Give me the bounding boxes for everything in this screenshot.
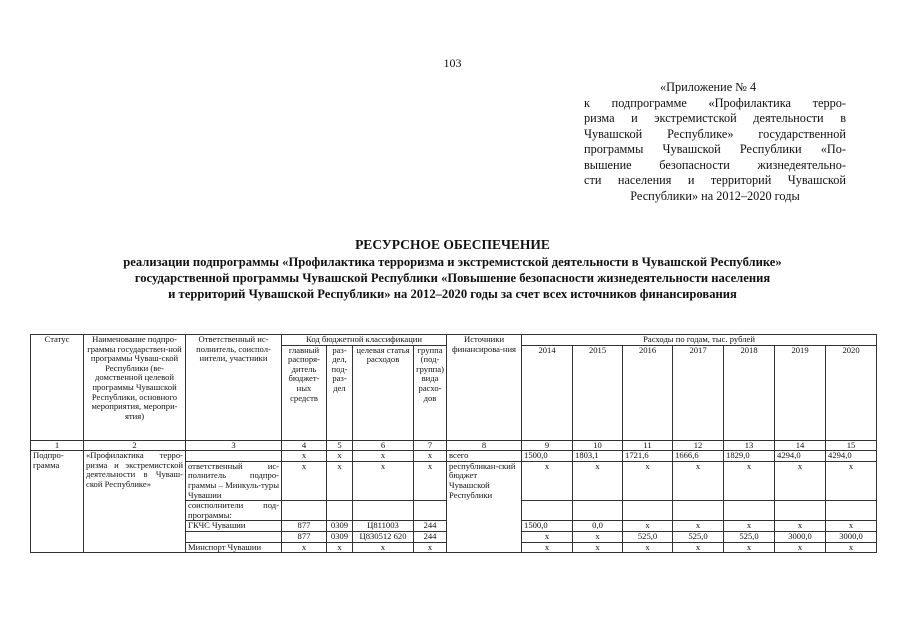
row-value: x: [522, 531, 573, 542]
document-title: [40, 237, 865, 302]
column-number: 6: [353, 440, 414, 451]
title-line: реализации подпрограммы «Профилактика терроризма и экстремистской деятельности в Чувашской Республике»: [123, 255, 782, 269]
row-group: x: [414, 542, 447, 553]
column-number: 10: [573, 440, 623, 451]
row-value: 3000,0: [775, 531, 826, 542]
row-group: x: [414, 461, 447, 500]
row-value: x: [775, 521, 826, 532]
column-number: 14: [775, 440, 826, 451]
row-value: 525,0: [623, 531, 673, 542]
row-value: [623, 501, 673, 521]
row-section: 0309: [327, 521, 353, 532]
row-value: x: [775, 461, 826, 500]
header-year: 2014: [522, 345, 573, 440]
row-responsible: соисполнители под-программы:: [186, 501, 282, 521]
header-sources: Источники финансирова-ния: [447, 335, 522, 441]
column-number: 2: [84, 440, 186, 451]
row-value: x: [673, 461, 724, 500]
row-section: x: [327, 461, 353, 500]
column-number: 4: [282, 440, 327, 451]
row-value: x: [522, 542, 573, 553]
row-responsible: ГКЧС Чувашии: [186, 521, 282, 532]
row-value: x: [826, 542, 877, 553]
row-value: 525,0: [724, 531, 775, 542]
row-value: x: [826, 521, 877, 532]
header-group: группа (под-группа) вида расхо-дов: [414, 345, 447, 440]
column-number: 1: [31, 440, 84, 451]
row-responsible: [186, 531, 282, 542]
row-value: 1500,0: [522, 521, 573, 532]
row-grbs: x: [282, 451, 327, 462]
header-year: 2015: [573, 345, 623, 440]
row-value: x: [826, 461, 877, 500]
row-value: x: [573, 531, 623, 542]
row-source: всего: [447, 451, 522, 462]
row-value: 1803,1: [573, 451, 623, 462]
header-grbs: главный распоря-дитель бюджет-ных средств: [282, 345, 327, 440]
column-number: 8: [447, 440, 522, 451]
row-value: x: [724, 542, 775, 553]
row-value: 0,0: [573, 521, 623, 532]
header-status: Статус: [31, 335, 84, 441]
row-section: x: [327, 451, 353, 462]
column-number: 12: [673, 440, 724, 451]
header-responsible: Ответственный ис-полнитель, соиспол-нители, участники: [186, 335, 282, 441]
appendix-line: Чувашской Республике» государственной: [584, 126, 846, 141]
column-number: 7: [414, 440, 447, 451]
row-status: Подпро-грамма: [31, 451, 84, 553]
row-group: 244: [414, 531, 447, 542]
header-budget-code: Код бюджетной классификации: [282, 335, 447, 346]
row-value: 4294,0: [826, 451, 877, 462]
header-section: раз-дел, под-раз-дел: [327, 345, 353, 440]
row-value: x: [623, 521, 673, 532]
row-grbs: 877: [282, 521, 327, 532]
appendix-line: Республики» на 2012–2020 годы: [630, 188, 800, 203]
column-number: 15: [826, 440, 877, 451]
row-value: 1829,0: [724, 451, 775, 462]
row-section: 0309: [327, 531, 353, 542]
header-expenses: Расходы по годам, тыс. рублей: [522, 335, 877, 346]
header-year: 2016: [623, 345, 673, 440]
row-target: x: [353, 461, 414, 500]
title-line: и территорий Чувашской Республики» на 2012–2020 годы за счет всех источников финансирования: [168, 287, 737, 301]
row-value: x: [573, 461, 623, 500]
row-group: 244: [414, 521, 447, 532]
appendix-line: к подпрограмме «Профилактика терро-: [584, 95, 846, 110]
row-value: 525,0: [673, 531, 724, 542]
column-number: 11: [623, 440, 673, 451]
column-number: 3: [186, 440, 282, 451]
row-value: x: [673, 542, 724, 553]
row-value: [724, 501, 775, 521]
row-value: 1500,0: [522, 451, 573, 462]
header-year: 2019: [775, 345, 826, 440]
row-value: x: [775, 542, 826, 553]
row-value: 1666,6: [673, 451, 724, 462]
resource-table: [30, 334, 877, 553]
row-value: [775, 501, 826, 521]
table-row: [31, 451, 877, 462]
appendix-line: вышение безопасности жизнедеятельно-: [584, 157, 846, 172]
row-source: республикан-ский бюджет Чувашской Республики: [447, 461, 522, 552]
header-row: [31, 335, 877, 346]
title-main: РЕСУРСНОЕ ОБЕСПЕЧЕНИЕ: [355, 237, 550, 252]
row-target: Ц811003: [353, 521, 414, 532]
column-number-row: [31, 440, 877, 451]
appendix-note: [584, 80, 846, 204]
header-target: целевая статья расходов: [353, 345, 414, 440]
row-value: x: [623, 542, 673, 553]
column-number: 9: [522, 440, 573, 451]
row-section: x: [327, 542, 353, 553]
row-value: [522, 501, 573, 521]
row-responsible: Минспорт Чувашии: [186, 542, 282, 553]
row-group: [414, 501, 447, 521]
row-value: x: [522, 461, 573, 500]
row-value: x: [673, 521, 724, 532]
header-name: Наименование подпро-граммы государствен-ной программы Чуваш-ской Республики (ве-домственной целевой программы Чувашской Республики, основного мероприятия, меропри-ятия): [84, 335, 186, 441]
appendix-line: сти населения и территорий Чувашской: [584, 173, 846, 187]
row-target: Ц830512 620: [353, 531, 414, 542]
column-number: 5: [327, 440, 353, 451]
row-target: x: [353, 542, 414, 553]
row-target: [353, 501, 414, 521]
page-number: 103: [443, 56, 462, 70]
row-responsible: [186, 451, 282, 462]
row-value: x: [623, 461, 673, 500]
row-program-name: «Профилактика терро-ризма и экстремистской деятельности в Чуваш-ской Республике»: [84, 451, 186, 553]
row-responsible: ответственный ис-полнитель подпро-граммы – Минкуль-туры Чувашии: [186, 461, 282, 500]
row-section: [327, 501, 353, 521]
row-value: [573, 501, 623, 521]
row-target: x: [353, 451, 414, 462]
header-year: 2018: [724, 345, 775, 440]
row-grbs: 877: [282, 531, 327, 542]
row-value: 4294,0: [775, 451, 826, 462]
header-year: 2020: [826, 345, 877, 440]
row-value: [826, 501, 877, 521]
row-grbs: x: [282, 542, 327, 553]
row-grbs: x: [282, 461, 327, 500]
row-value: [673, 501, 724, 521]
row-group: x: [414, 451, 447, 462]
row-value: x: [724, 461, 775, 500]
column-number: 13: [724, 440, 775, 451]
title-line: государственной программы Чувашской Республики «Повышение безопасности жизнедеятельности населения: [134, 271, 771, 285]
row-value: 1721,6: [623, 451, 673, 462]
row-grbs: [282, 501, 327, 521]
row-value: x: [724, 521, 775, 532]
header-year: 2017: [673, 345, 724, 440]
appendix-title: «Приложение № 4: [660, 80, 757, 94]
appendix-line: ризма и экстремистской деятельности в: [584, 111, 846, 125]
appendix-line: программы Чувашской Республики «По-: [584, 142, 846, 156]
row-value: x: [573, 542, 623, 553]
row-value: 3000,0: [826, 531, 877, 542]
